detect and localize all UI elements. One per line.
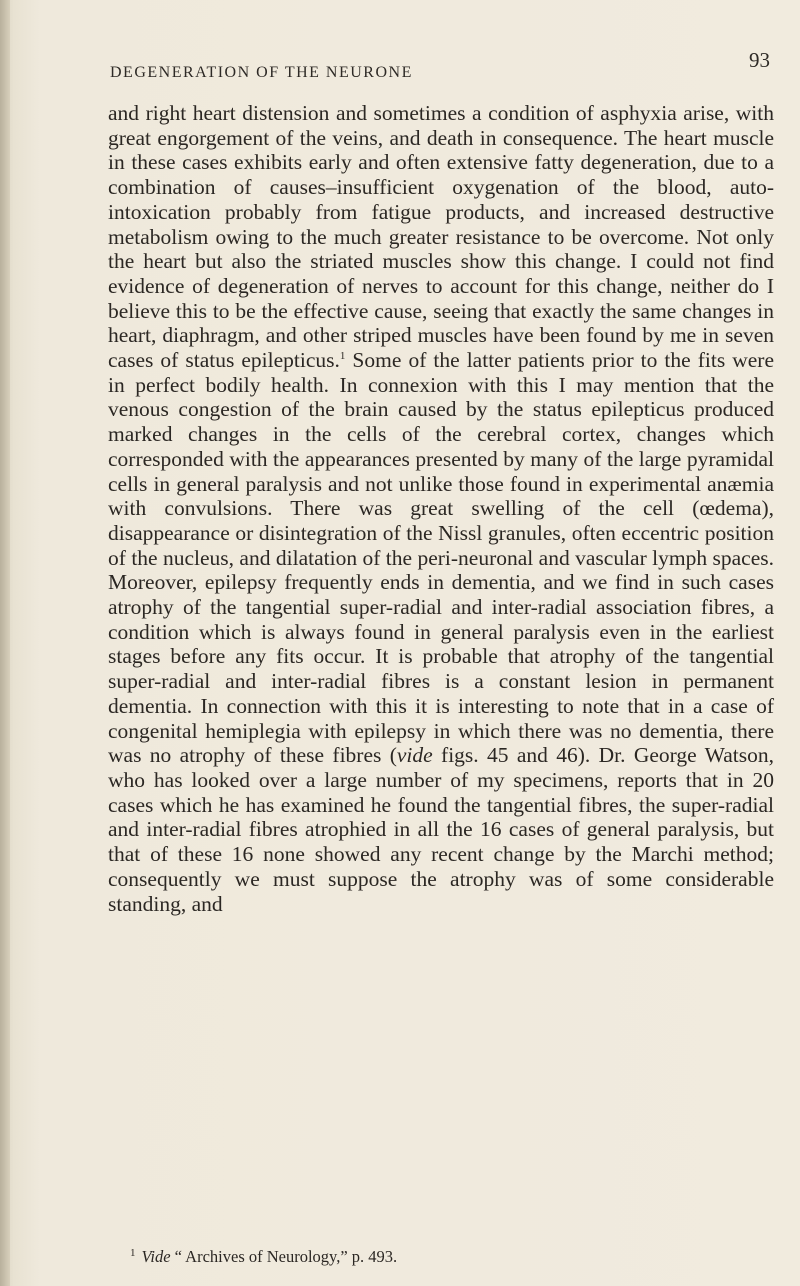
footnote <box>130 1247 770 1267</box>
footnote-text: “ Archives of Neurology,” p. 493. <box>170 1247 398 1266</box>
footnote-mark: 1 <box>130 1246 136 1259</box>
page-header <box>110 48 770 90</box>
body-text-part-2: Some of the latter patients prior to the fits were in perfect bodily health. In connexion with this I may mention that the venous congestion of the brain caused by the status epilepticus produced marked changes in the cells of the cerebral cortex, changes which corresponded with the appearances presented by many of the large pyramidal cells in general paralysis and not unlike those found in experimental anæmia with convulsions. There was great swelling of the cell (œdema), disappearance or disintegration of the Nissl granules, often eccentric position of the nucleus, and dilatation of the peri-neuronal and vascular lymph spaces. Moreover, epilepsy frequently ends in dementia, and we find in such cases atrophy of the tangential super-radial and inter-radial association fibres, a condition which is always found in general paralysis even in the earliest stages before any fits occur. It is probable that atrophy of the tangential super-radial and inter-radial fibres is a constant lesion in permanent dementia. In connection with this it is interesting to note that in a case of congenital hemiplegia with epilepsy in which there was no dementia, there was no atrophy of these fibres ( <box>108 348 775 768</box>
running-head: DEGENERATION OF THE NEURONE <box>110 64 413 81</box>
page-binding-edge <box>0 0 10 1286</box>
body-text-part-1: and right heart distension and sometimes a condition of asphyxia arise, with great engorgement of the veins, and death in consequence. The heart muscle in these cases exhibits early and often extensive fatty degeneration, due to a combination of causes–insufficient oxygenation of the blood, auto-intoxication probably from fatigue products, and increased destructive metabolism owing to the much greater resistance to be overcome. Not only the heart but also the striated muscles show this change. I could not find evidence of degeneration of nerves to account for this change, neither do I believe this to be the effective cause, seeing that exactly the same changes in heart, diaphragm, and other striped muscles have been found by me in seven cases of status epilepticus. <box>108 101 774 373</box>
page-number: 93 <box>749 48 770 72</box>
body-text-part-3: figs. 45 and 46). Dr. George Watson, who has looked over a large number of my specimens, reports that in 20 cases which he has examined he found the tangential fibres, the super-radial and inter-radial fibres atrophied in all the 16 cases of general paralysis, but that of these 16 none showed any recent change by the Marchi method; consequently we must suppose the atrophy was of some considerable standing, and <box>108 743 774 916</box>
footnote-vide: Vide <box>141 1247 171 1266</box>
body-paragraph <box>108 101 774 916</box>
vide-italic: vide <box>396 743 433 768</box>
footnote-reference: 1 <box>339 349 346 362</box>
